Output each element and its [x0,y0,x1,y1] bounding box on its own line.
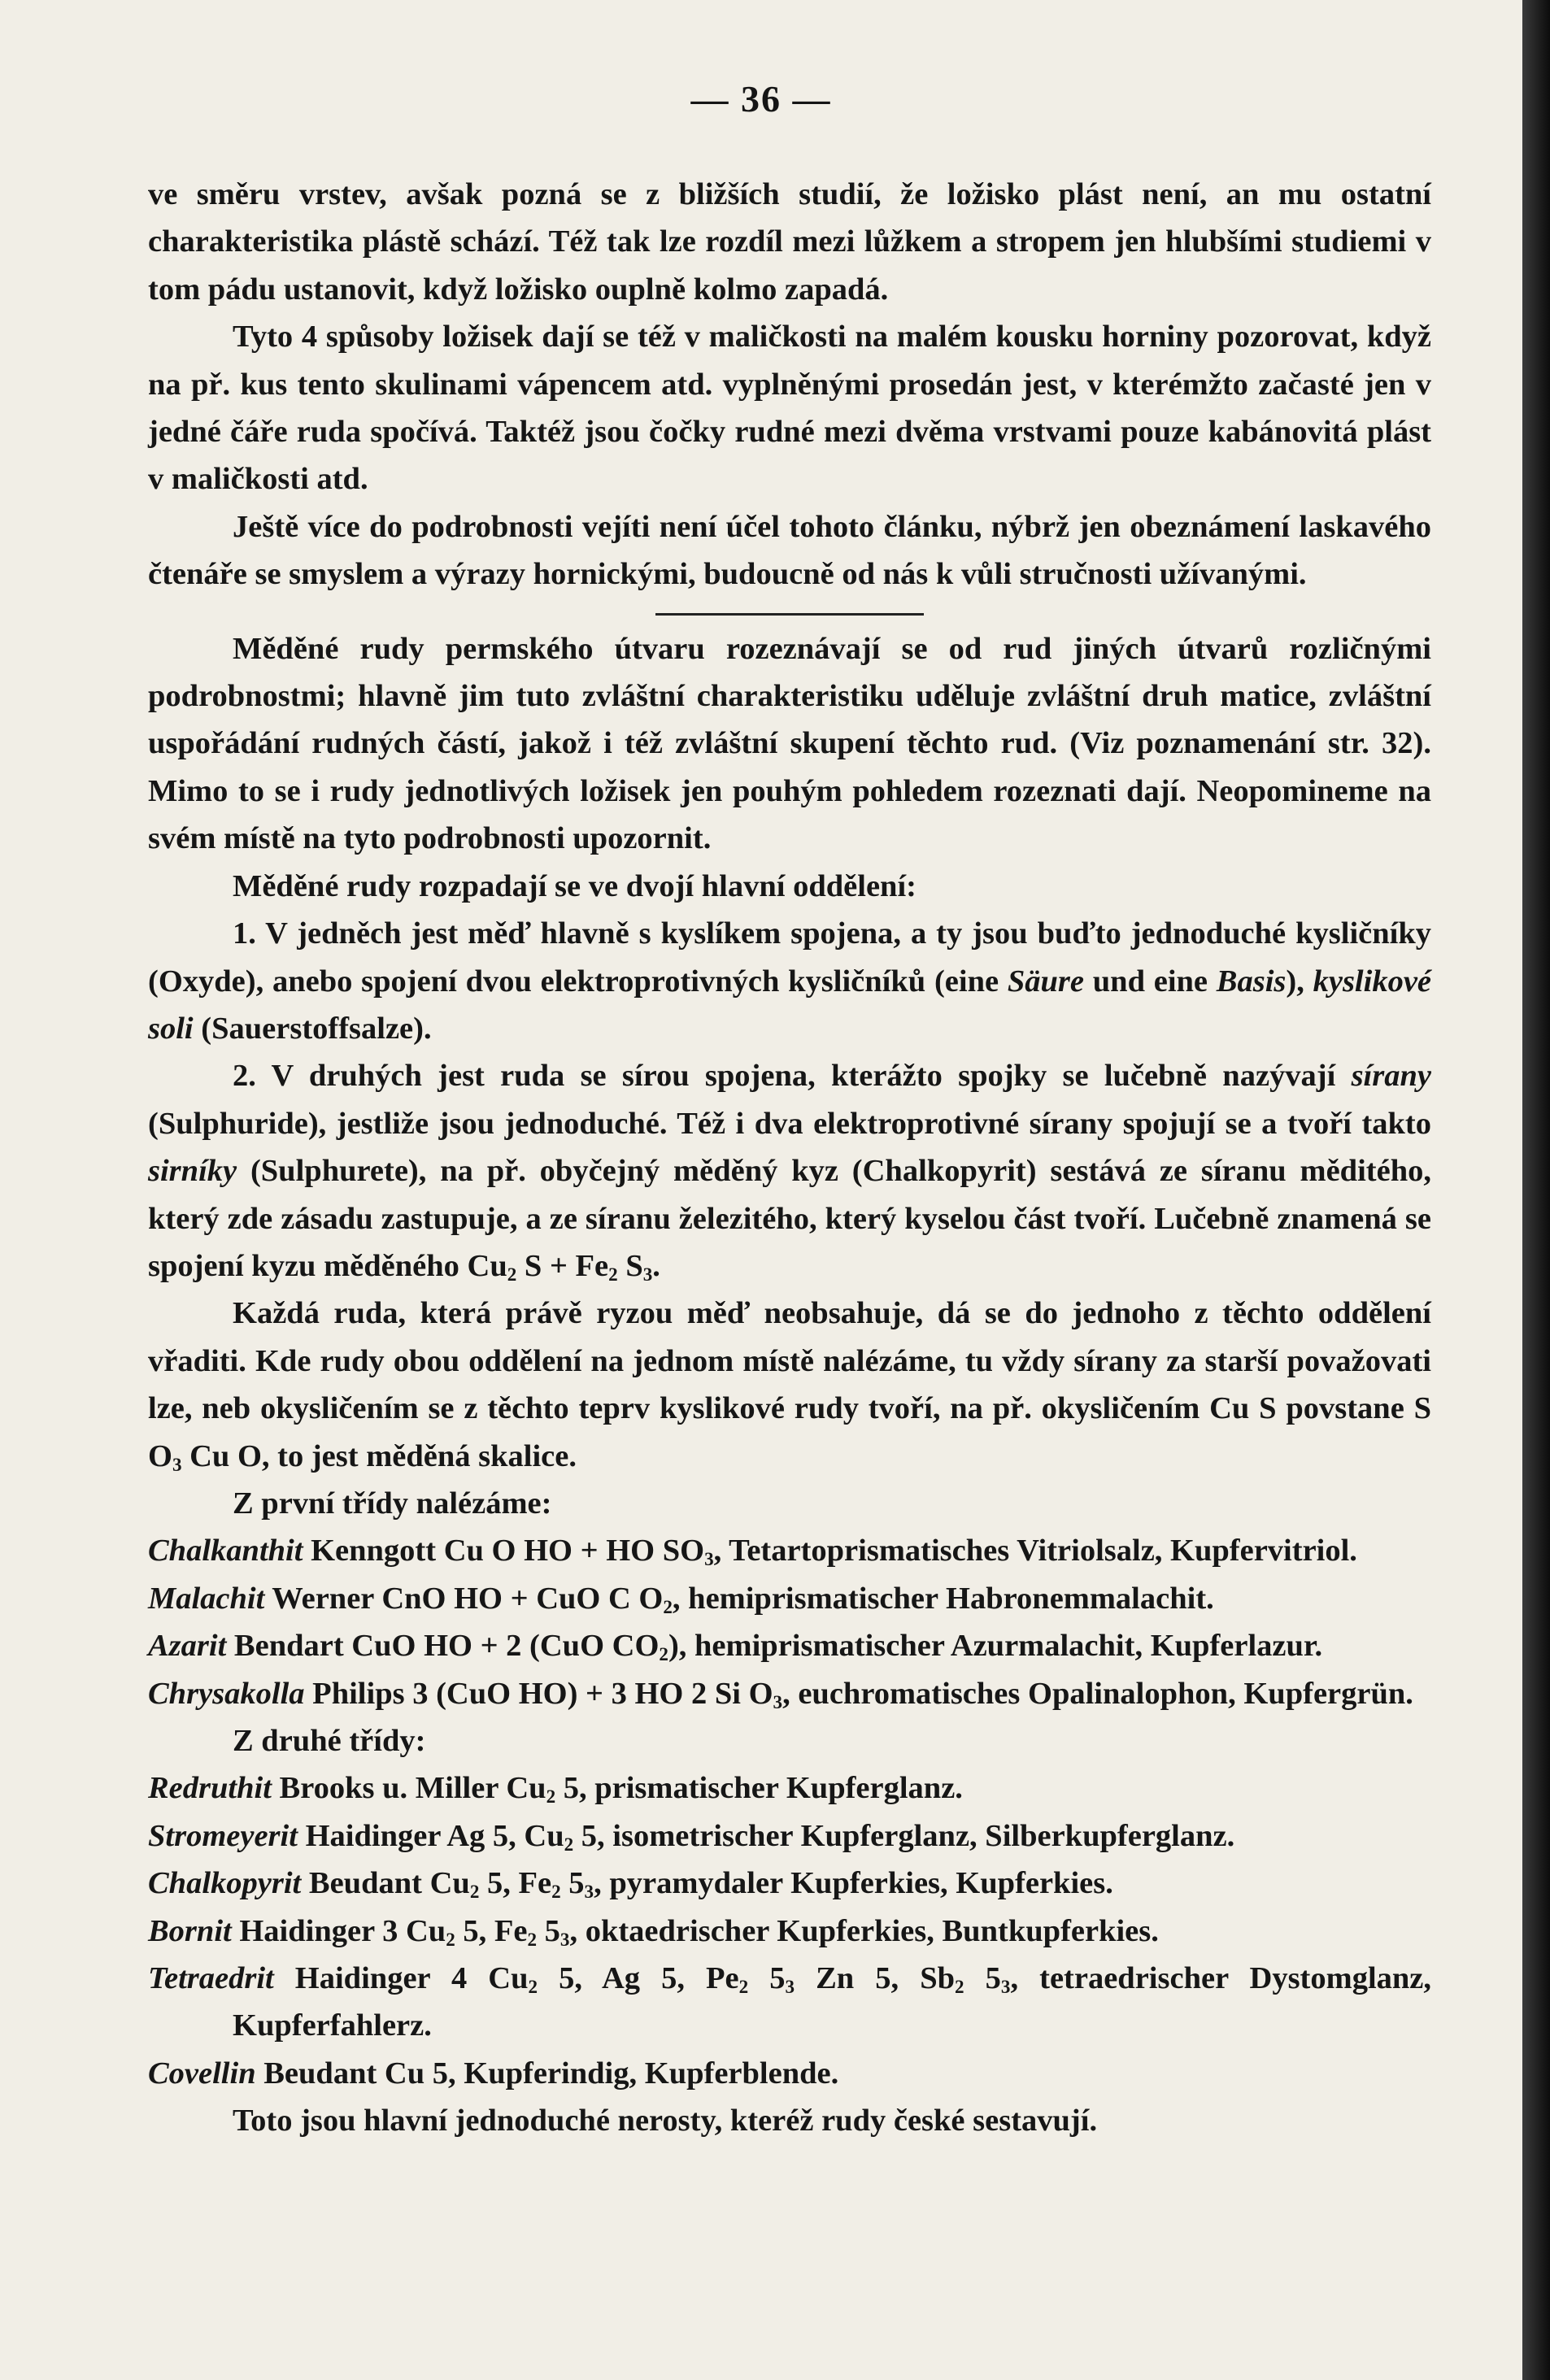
mineral-entry: Bornit Haidinger 3 $Cu_2$ 5, $Fe_2$ $5_3$, oktaedrischer Kupferkies, Buntkupferkies. [148,1913,1159,1950]
section-heading: Z druhé třídy: [233,1724,426,1758]
mineral-entry: Stromeyerit Haidinger Ag 5, $Cu_2$ 5, isometrischer Kupferglanz, Silberkupferglanz. [148,1818,1235,1855]
paragraph: ve směru vrstev, avšak pozná se z bližších studií, že ložisko plást není, an mu ostatní charakteristika plástě schází. Též tak lze rozdíl mezi lůžkem a stropem jen hlubšími studiemi v tom pádu ustanovit, když ložisko ouplně kolmo zapadá. [148,177,1431,307]
mineral-entry: Chalkanthit Kenngott Cu O HO + HO $SO_3$, Tetartoprismatisches Vitriolsalz, Kupfervitriol. [148,1534,1357,1570]
list-item: 1. V jedněch jest měď hlavně s kyslíkem spojena, a ty jsou buďto jednoduché kysličníky (Oxyde), anebo spojení dvou elektroprotivných kysličníků (eine Säure und eine Basis), kyslikové soli (Sauerstoffsalze). [148,916,1431,1046]
paragraph: Měděné rudy rozpadají se ve dvojí hlavní oddělení: [233,868,917,903]
paragraph: Měděné rudy permského útvaru rozeznávají se od rud jiných útvarů rozličnými podrobnostmi; hlavně jim tuto zvláštní charakteristiku uděluje zvláštní druh matice, zvláštní uspořádání rudných částí, jakož i též zvláštní skupení těchto rud. (Viz poznamenání str. 32). Mimo to se i rudy jednotlivých ložisek jen pouhým pohledem rozeznati dají. Neopomineme na svém místě na tyto podrobnosti upozornit. [148,631,1431,856]
mineral-entry: Azarit Bendart CuO HO + 2 (CuO $CO_2$), hemiprismatischer Azurmalachit, Kupferlazur. [148,1629,1323,1664]
body-text [148,171,1431,2145]
paragraph: Každá ruda, která právě ryzou měď neobsahuje, dá se do jednoho z těchto oddělení vřaditi. Kde rudy obou oddělení na jednom místě nalézáme, tu vždy sírany za starší považovati lze, neb okysličením se z těchto teprv kyslikové rudy tvoří, na př. okysličením Cu S povstane S $O_3$ Cu O, to jest měděná skalice. [148,1296,1431,1475]
mineral-entry: Tetraedrit Haidinger 4 $Cu_2$ 5, Ag 5, $Pe_2$ $5_3$ Zn 5, $Sb_2$ $5_3$, tetraedrischer Dystomglanz, Kupferfahlerz. [148,1961,1432,2043]
mineral-entry: Chrysakolla Philips 3 (CuO HO) + 3 HO 2 Si $O_3$, euchromatisches Opalinalophon, Kupfergrün. [148,1676,1413,1712]
mineral-entry: Redruthit Brooks u. Miller $Cu_2$ 5, prismatischer Kupferglanz. [148,1771,963,1808]
mineral-entry: Malachit Werner CnO HO + CuO C $O_2$, hemiprismatischer Habronemmalachit. [148,1581,1214,1617]
section-divider [655,613,924,616]
paragraph: Tyto 4 spůsoby ložisek dají se též v maličkosti na malém kousku horniny pozorovat, když na př. kus tento skulinami vápencem atd. vyplněnými prosedán jest, v kterémžto začasté jen v jedné čáře ruda spočívá. Taktéž jsou čočky rudné mezi dvěma vrstvami pouze kabánovitá plást v maličkosti atd. [148,320,1431,497]
section-heading: Z první třídy nalézáme: [233,1486,552,1521]
mineral-entry: Covellin Beudant Cu 5, Kupferindig, Kupferblende. [148,2056,839,2091]
scan-edge [1522,0,1550,2380]
paragraph: Ještě více do podrobnosti vejíti není účel tohoto článku, nýbrž jen obeznámení laskavého čtenáře se smyslem a výrazy hornickými, budoucně od nás k vůli stručnosti užívanými. [148,509,1431,592]
list-item: 2. V druhých jest ruda se sírou spojena, kterážto spojky se lučebně nazývají sírany (Sulphuride), jestliže jsou jednoduché. Též i dva elektroprotivné sírany spojují se a tvoří takto sirníky (Sulphurete), na př. obyčejný měděný kyz (Chalkopyrit) sestává ze síranu měditého, který zde zásadu zastupuje, a ze síranu železitého, který kyselou část tvoří. Lučebně znamená se spojení kyzu měděného $Cu_2$ $S + Fe_2$ $S_3$. [148,1059,1431,1285]
closing-sentence: Toto jsou hlavní jednoduché nerosty, kteréž rudy české sestavují. [233,2104,1098,2139]
page-number: — 36 — [690,78,832,120]
mineral-entry: Chalkopyrit Beudant $Cu_2$ 5, $Fe_2$ $5_3$, pyramydaler Kupferkies, Kupferkies. [148,1866,1113,1902]
